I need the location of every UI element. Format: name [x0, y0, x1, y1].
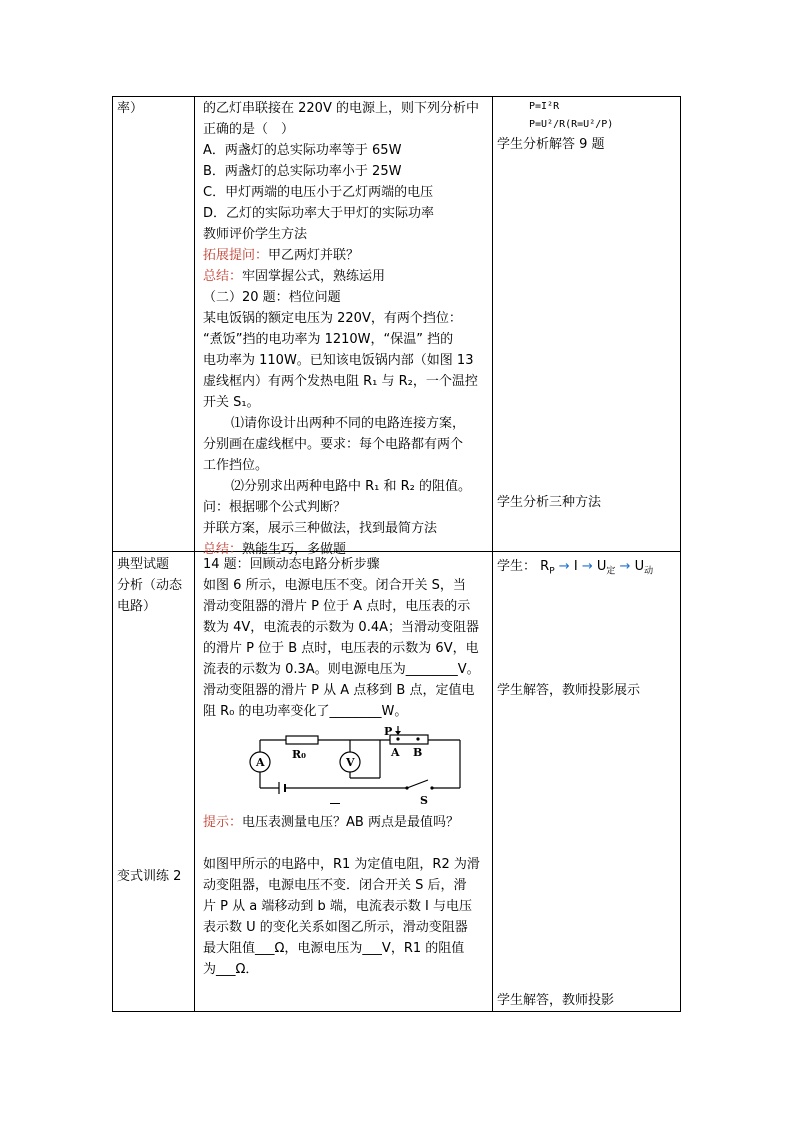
formula-power-2: P=U²/R(R=U²/P) — [529, 119, 614, 130]
summary-text: 牢固掌握公式，熟练运用 — [242, 269, 386, 284]
row1-right-cell — [497, 98, 677, 155]
chain-item: U — [596, 559, 607, 574]
right-note-1: 学生分析解答 9 题 — [497, 137, 605, 152]
row2-right-note2-cell — [497, 990, 614, 1011]
switch-blade — [407, 780, 428, 788]
table-border-left — [112, 96, 113, 1012]
ammeter-label: A — [256, 756, 265, 769]
row2-middle-cell — [203, 554, 487, 722]
row1-middle-cell — [203, 98, 487, 560]
resistor-r0 — [286, 736, 318, 744]
right-note-2-cell — [497, 492, 601, 513]
circuit-diagram — [232, 726, 468, 812]
q14-line: 数为 4V，电流表的示数为 0.4A；当滑动变阻器 — [203, 620, 479, 635]
chain-sub: P — [549, 566, 555, 577]
q14-line: 滑动变阻器的滑片 P 位于 A 点时，电压表的示 — [203, 599, 471, 614]
q20-line: 电功率为 110W。已知该电饭锅内部（如图 13 — [203, 353, 474, 368]
summary2-label: 总结： — [203, 542, 243, 557]
summary2-text: 熟能生巧，多做题 — [242, 542, 347, 557]
variant-label: 变式训练 2 — [117, 869, 182, 884]
q20-line: “煮饭”挡的电功率为 1210W，“保温” 挡的 — [203, 332, 454, 347]
question-line: 的乙灯串联接在 220V 的电源上，则下列分析中 — [203, 101, 479, 116]
extend-question — [203, 245, 487, 266]
hint-label: 提示： — [203, 815, 243, 830]
row2-right-note-2: 学生解答，教师投影 — [497, 993, 615, 1008]
row2-right-note-1: 学生解答，教师投影展示 — [497, 683, 641, 698]
figure-mark — [330, 803, 340, 807]
table-border-right — [680, 96, 681, 1012]
chain-sub: 定 — [606, 566, 616, 577]
column-divider-1 — [194, 96, 195, 1012]
variant-line: 动变阻器，电源电压不变．闭合开关 S 后，滑 — [203, 878, 467, 893]
q14-line: 14 题：回顾动态电路分析步骤 — [203, 557, 380, 572]
rheostat — [390, 735, 428, 744]
right-note-2: 学生分析三种方法 — [497, 495, 602, 510]
table-border-bottom — [112, 1011, 681, 1012]
switch-contact — [430, 786, 433, 789]
q20-after-line: 问：根据哪个公式判断？ — [203, 500, 347, 515]
option-c: C．甲灯两端的电压小于乙灯两端的电压 — [203, 185, 434, 200]
option-a: A．两盏灯的总实际功率等于 65W — [203, 143, 402, 158]
variant-label-cell — [117, 866, 181, 887]
point-a-label: A — [391, 746, 400, 759]
row2-right-note1-cell — [497, 680, 640, 701]
row2-title-line: 电路） — [117, 599, 157, 614]
row2-left-cell — [117, 554, 191, 617]
teacher-evaluation: 教师评价学生方法 — [203, 227, 308, 242]
extend-label: 拓展提问： — [203, 248, 269, 263]
option-b: B．两盏灯的总实际功率小于 25W — [203, 164, 402, 179]
row1-left-text: 率） — [117, 101, 144, 116]
point-a-dot — [396, 737, 399, 740]
q14-line: 的滑片 P 位于 B 点时，电压表的示数为 6V，电 — [203, 641, 479, 656]
slider-label: P — [384, 726, 393, 738]
switch-label: S — [420, 794, 428, 807]
arrow-right-icon: → — [581, 559, 593, 574]
hint-text: 电压表测量电压？AB 两点是最值吗？ — [242, 815, 459, 830]
q20-sub1-line: 工作挡位。 — [203, 458, 269, 473]
row2-right-cell — [497, 556, 679, 577]
row2-title-line: 分析（动态 — [117, 578, 183, 593]
chain-item: I — [573, 559, 578, 574]
summary-label: 总结： — [203, 269, 243, 284]
point-b-dot — [416, 737, 419, 740]
q14-line: 如图 6 所示，电源电压不变。闭合开关 S，当 — [203, 578, 466, 593]
row2-title-line: 典型试题 — [117, 557, 170, 572]
chain-item: U — [634, 559, 645, 574]
point-b-label: B — [413, 746, 423, 759]
summary — [203, 266, 487, 287]
arrow-right-icon: → — [619, 559, 631, 574]
q20-line: 某电饭锅的额定电压为 220V，有两个挡位： — [203, 311, 462, 326]
q14-line: 阻 R₀ 的电功率变化了________W。 — [203, 704, 408, 719]
voltmeter-label: V — [346, 756, 355, 769]
formula-power-1: P=I²R — [529, 101, 560, 112]
q20-sub2: ⑵分别求出两种电路中 R₁ 和 R₂ 的阻值。 — [231, 479, 472, 494]
q20-after-line: 并联方案，展示三种做法，找到最简方法 — [203, 521, 438, 536]
arrow-right-icon: → — [558, 559, 570, 574]
q20-line: 虚线框内）有两个发热电阻 R₁ 与 R₂，一个温控 — [203, 374, 478, 389]
switch-pivot — [405, 786, 408, 789]
option-d: D．乙灯的实际功率大于甲灯的实际功率 — [203, 206, 435, 221]
q14-line: 流表的示数为 0.3A。则电源电压为________V。 — [203, 662, 480, 677]
question-line: 正确的是（ ） — [203, 122, 295, 137]
variant-line: 最大阻值___Ω，电源电压为___V，R1 的阻值 — [203, 941, 465, 956]
variant-line: 为___Ω． — [203, 962, 259, 977]
variant-line: 如图甲所示的电路中，R1 为定值电阻，R2 为滑 — [203, 857, 480, 872]
column-divider-2 — [492, 96, 493, 1012]
variant-line: 片 P 从 a 端移动到 b 端，电流表示数 I 与电压 — [203, 899, 472, 914]
student-label: 学生： — [497, 559, 537, 574]
chain-item: R — [540, 559, 550, 574]
row1-left-cell — [117, 98, 143, 119]
table-border-top — [112, 96, 681, 97]
extend-text: 甲乙两灯并联？ — [268, 248, 360, 263]
resistor-label: R₀ — [292, 748, 306, 761]
analysis-chain — [497, 556, 679, 577]
variant-question-cell — [203, 854, 487, 980]
hint — [203, 812, 459, 833]
q20-sub1-line: ⑴请你设计出两种不同的电路连接方案， — [231, 416, 466, 431]
q20-line: 开关 S₁。 — [203, 395, 260, 410]
variant-line: 表示数 U 的变化关系如图乙所示，滑动变阻器 — [203, 920, 468, 935]
q20-title: （二）20 题：档位问题 — [203, 290, 341, 305]
q20-sub1-line: 分别画在虚线框中。要求：每个电路都有两个 — [203, 437, 464, 452]
q14-line: 滑动变阻器的滑片 P 从 A 点移到 B 点，定值电 — [203, 683, 475, 698]
chain-sub: 动 — [644, 566, 654, 577]
hint-cell — [203, 812, 459, 833]
